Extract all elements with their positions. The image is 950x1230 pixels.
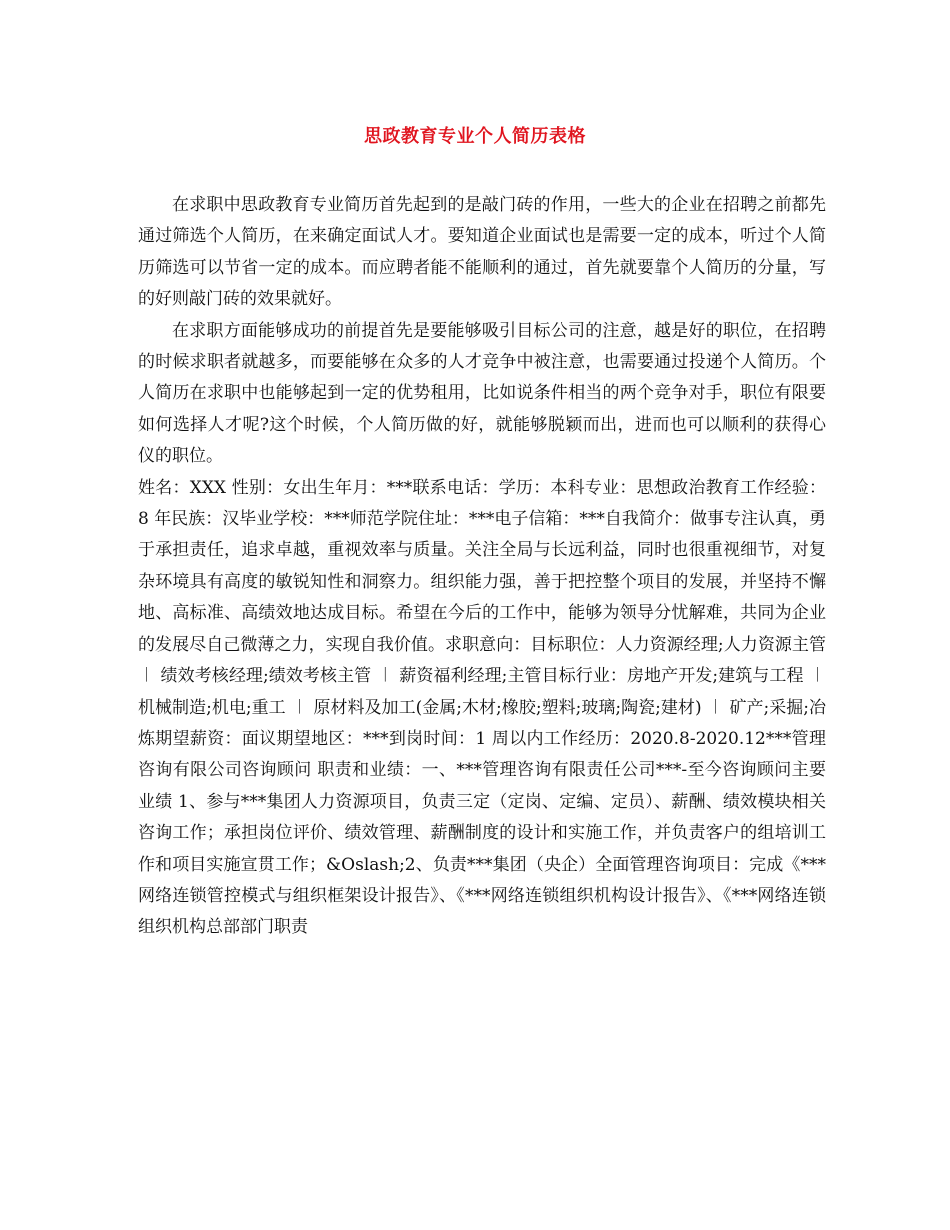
body-paragraph-3: 姓名：XXX 性别：女出生年月：***联系电话：学历：本科专业：思想政治教育工作经验：8 年民族：汉毕业学校：***师范学院住址：***电子信箱：***自我简介：做事专注认真，勇于承担责任，追求卓越，重视效率与质量。关注全局与长远利益，同时也很重视细节，对复杂环境具有高度的敏锐知性和洞察力。组织能力强，善于把控整个项目的发展，并坚持不懈地、高标准、高绩效地达成目标。希望在今后的工作中，能够为领导分忧解难，共同为企业的发展尽自己微薄之力，实现自我价值。求职意向：目标职位：人力资源经理;人力资源主管 ︱ 绩效考核经理;绩效考核主管 ︱ 薪资福利经理;主管目标行业：房地产开发;建筑与工程 ︱ 机械制造;机电;重工 ︱ 原材料及加工(金属;木材;橡胶;塑料;玻璃;陶瓷;建材) ︱ 矿产;采掘;冶炼期望薪资：面议期望地区：***到岗时间：1 周以内工作经历：2020.8-2020.12***管理咨询有限公司咨询顾问 职责和业绩：一、***管理咨询有限责任公司***-至今咨询顾问主要业绩 1、参与***集团人力资源项目，负责三定（定岗、定编、定员）、薪酬、绩效模块相关咨询工作；承担岗位评价、绩效管理、薪酬制度的设计和实施工作，并负责客户的组培训工作和项目实施宣贯工作；&Oslash;2、负责***集团（央企）全面管理咨询项目：完成《***网络连锁管控模式与组织框架设计报告》、《***网络连锁组织机构设计报告》、《***网络连锁组织机构总部部门职责 — [138, 477, 826, 938]
body-paragraph-2: 在求职方面能够成功的前提首先是要能够吸引目标公司的注意，越是好的职位，在招聘的时候求职者就越多，而要能够在众多的人才竞争中被注意，也需要通过投递个人简历。个人简历在求职中也能够起到一定的优势租用，比如说条件相当的两个竞争对手，职位有限要如何选择人才呢?这个时候，个人简历做的好，就能够脱颖而出，进而也可以顺利的获得心仪的职位。 — [138, 320, 826, 467]
body-paragraph-1: 在求职中思政教育专业简历首先起到的是敲门砖的作用，一些大的企业在招聘之前都先通过筛选个人简历，在来确定面试人才。要知道企业面试也是需要一定的成本，听过个人简历筛选可以节省一定的成本。而应聘者能不能顺利的通过，首先就要靠个人简历的分量，写的好则敲门砖的效果就好。 — [138, 195, 826, 310]
document-title: 思政教育专业个人简历表格 — [364, 126, 586, 147]
document-body — [138, 190, 826, 944]
